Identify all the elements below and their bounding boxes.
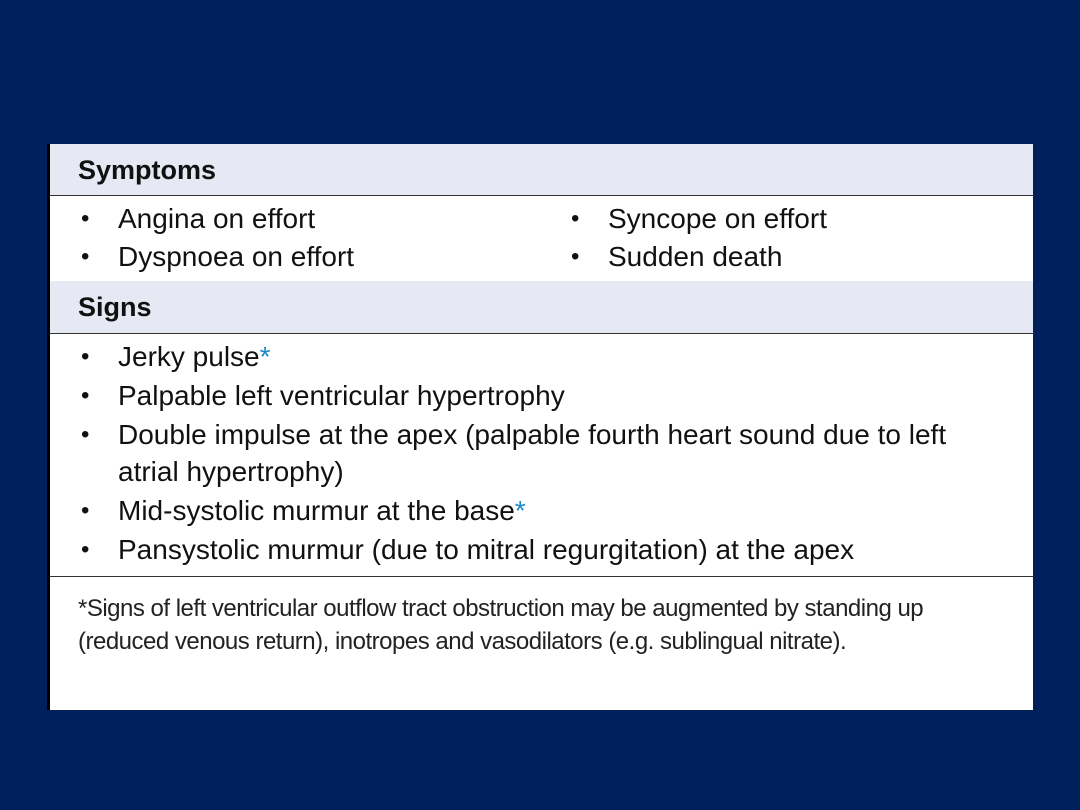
symptom-item bbox=[78, 238, 568, 276]
bullet-icon: • bbox=[81, 421, 90, 448]
footnote-text: *Signs of left ventricular outflow tract obstruction may be augmented by standing up (reduced venous return), inotropes and vasodilators (e.g. sublingual nitrate). bbox=[78, 595, 924, 655]
sign-item bbox=[78, 531, 1009, 568]
signs-heading: Signs bbox=[50, 281, 1033, 334]
symptom-text: Dyspnoea on effort bbox=[118, 241, 355, 272]
clinical-features-table bbox=[47, 144, 1033, 710]
symptom-text: Sudden death bbox=[608, 241, 783, 272]
bullet-icon: • bbox=[81, 497, 90, 524]
sign-text: Palpable left ventricular hypertrophy bbox=[118, 380, 565, 411]
symptom-item bbox=[78, 200, 568, 238]
bullet-icon: • bbox=[81, 243, 90, 270]
footnote-marker: * bbox=[259, 341, 271, 372]
symptoms-heading: Symptoms bbox=[50, 144, 1033, 196]
symptom-text: Syncope on effort bbox=[608, 203, 827, 234]
bullet-icon: • bbox=[81, 343, 90, 370]
footnote-marker: * bbox=[514, 495, 526, 526]
sign-text: Double impulse at the apex (palpable fourth heart sound due to left atrial hypertrophy) bbox=[118, 419, 947, 487]
sign-text: Mid-systolic murmur at the base bbox=[118, 495, 515, 526]
bullet-icon: • bbox=[81, 205, 90, 232]
footnote-divider bbox=[50, 576, 1033, 577]
bullet-icon: • bbox=[81, 382, 90, 409]
bullet-icon: • bbox=[81, 536, 90, 563]
symptoms-list bbox=[78, 200, 1033, 276]
bullet-icon: • bbox=[571, 243, 580, 270]
sign-item bbox=[78, 338, 1009, 375]
bullet-icon: • bbox=[571, 205, 580, 232]
signs-list bbox=[78, 338, 1009, 570]
symptom-item bbox=[568, 200, 988, 238]
sign-item bbox=[78, 416, 1009, 490]
sign-item bbox=[78, 492, 1009, 529]
sign-item bbox=[78, 377, 1009, 414]
symptom-item bbox=[568, 238, 988, 276]
symptom-text: Angina on effort bbox=[118, 203, 316, 234]
sign-text: Jerky pulse bbox=[118, 341, 260, 372]
sign-text: Pansystolic murmur (due to mitral regurgitation) at the apex bbox=[118, 534, 855, 565]
